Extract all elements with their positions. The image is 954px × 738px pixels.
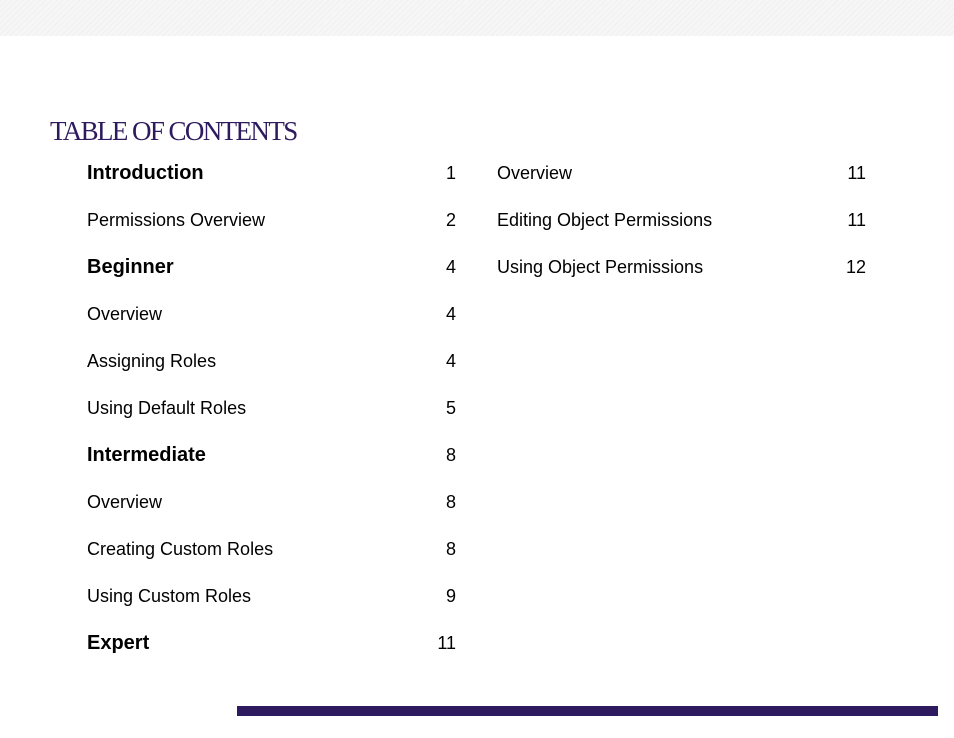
toc-entry-label: Using Custom Roles (87, 586, 252, 606)
toc-column-right (497, 150, 866, 291)
toc-entry-page: 11 (437, 633, 456, 653)
toc-entry-page: 4 (445, 351, 456, 371)
footer-accent-bar (237, 706, 938, 716)
toc-entry-page: 1 (445, 163, 456, 183)
toc-entry[interactable] (87, 197, 456, 244)
toc-entry[interactable] (87, 432, 456, 479)
toc-entry-label: Introduction (87, 162, 204, 184)
toc-entry[interactable] (87, 385, 456, 432)
toc-entry[interactable] (87, 291, 456, 338)
toc-entry-label: Editing Object Permissions (497, 210, 713, 230)
header-band (0, 0, 954, 36)
toc-entry[interactable] (87, 479, 456, 526)
toc-entry-label: Overview (87, 304, 163, 324)
toc-entry-label: Expert (87, 632, 150, 654)
toc-entry-page: 8 (445, 445, 456, 465)
toc-entry[interactable] (87, 338, 456, 385)
toc-entry[interactable] (87, 526, 456, 573)
toc-entry-page: 4 (445, 304, 456, 324)
toc-entry[interactable] (87, 244, 456, 291)
toc-entry-page: 2 (445, 210, 456, 230)
toc-entry[interactable] (497, 244, 866, 291)
toc-entry[interactable] (87, 573, 456, 620)
toc-entry-label: Overview (497, 163, 573, 183)
toc-entry-label: Assigning Roles (87, 351, 217, 371)
toc-entry[interactable] (497, 197, 866, 244)
toc-entry-label: Intermediate (87, 444, 206, 466)
toc-entry-page: 12 (845, 257, 866, 277)
toc-entry-page: 8 (445, 539, 456, 559)
toc-entry-page: 5 (445, 398, 456, 418)
toc-entry-label: Using Object Permissions (497, 257, 704, 277)
toc-column-left (87, 150, 456, 667)
toc-entry-page: 8 (445, 492, 456, 512)
toc-entry-page: 9 (445, 586, 456, 606)
toc-entry-label: Overview (87, 492, 163, 512)
toc-entry-page: 11 (847, 163, 866, 183)
page-title: TABLE OF CONTENTS (50, 116, 297, 146)
toc-entry-label: Using Default Roles (87, 398, 247, 418)
toc-entry-label: Permissions Overview (87, 210, 266, 230)
toc-entry-page: 4 (445, 257, 456, 277)
toc-entry[interactable] (87, 150, 456, 197)
toc-entry-label: Beginner (87, 256, 174, 278)
toc-entry[interactable] (497, 150, 866, 197)
toc-entry-label: Creating Custom Roles (87, 539, 274, 559)
toc-entry[interactable] (87, 620, 456, 667)
toc-entry-page: 11 (847, 210, 866, 230)
